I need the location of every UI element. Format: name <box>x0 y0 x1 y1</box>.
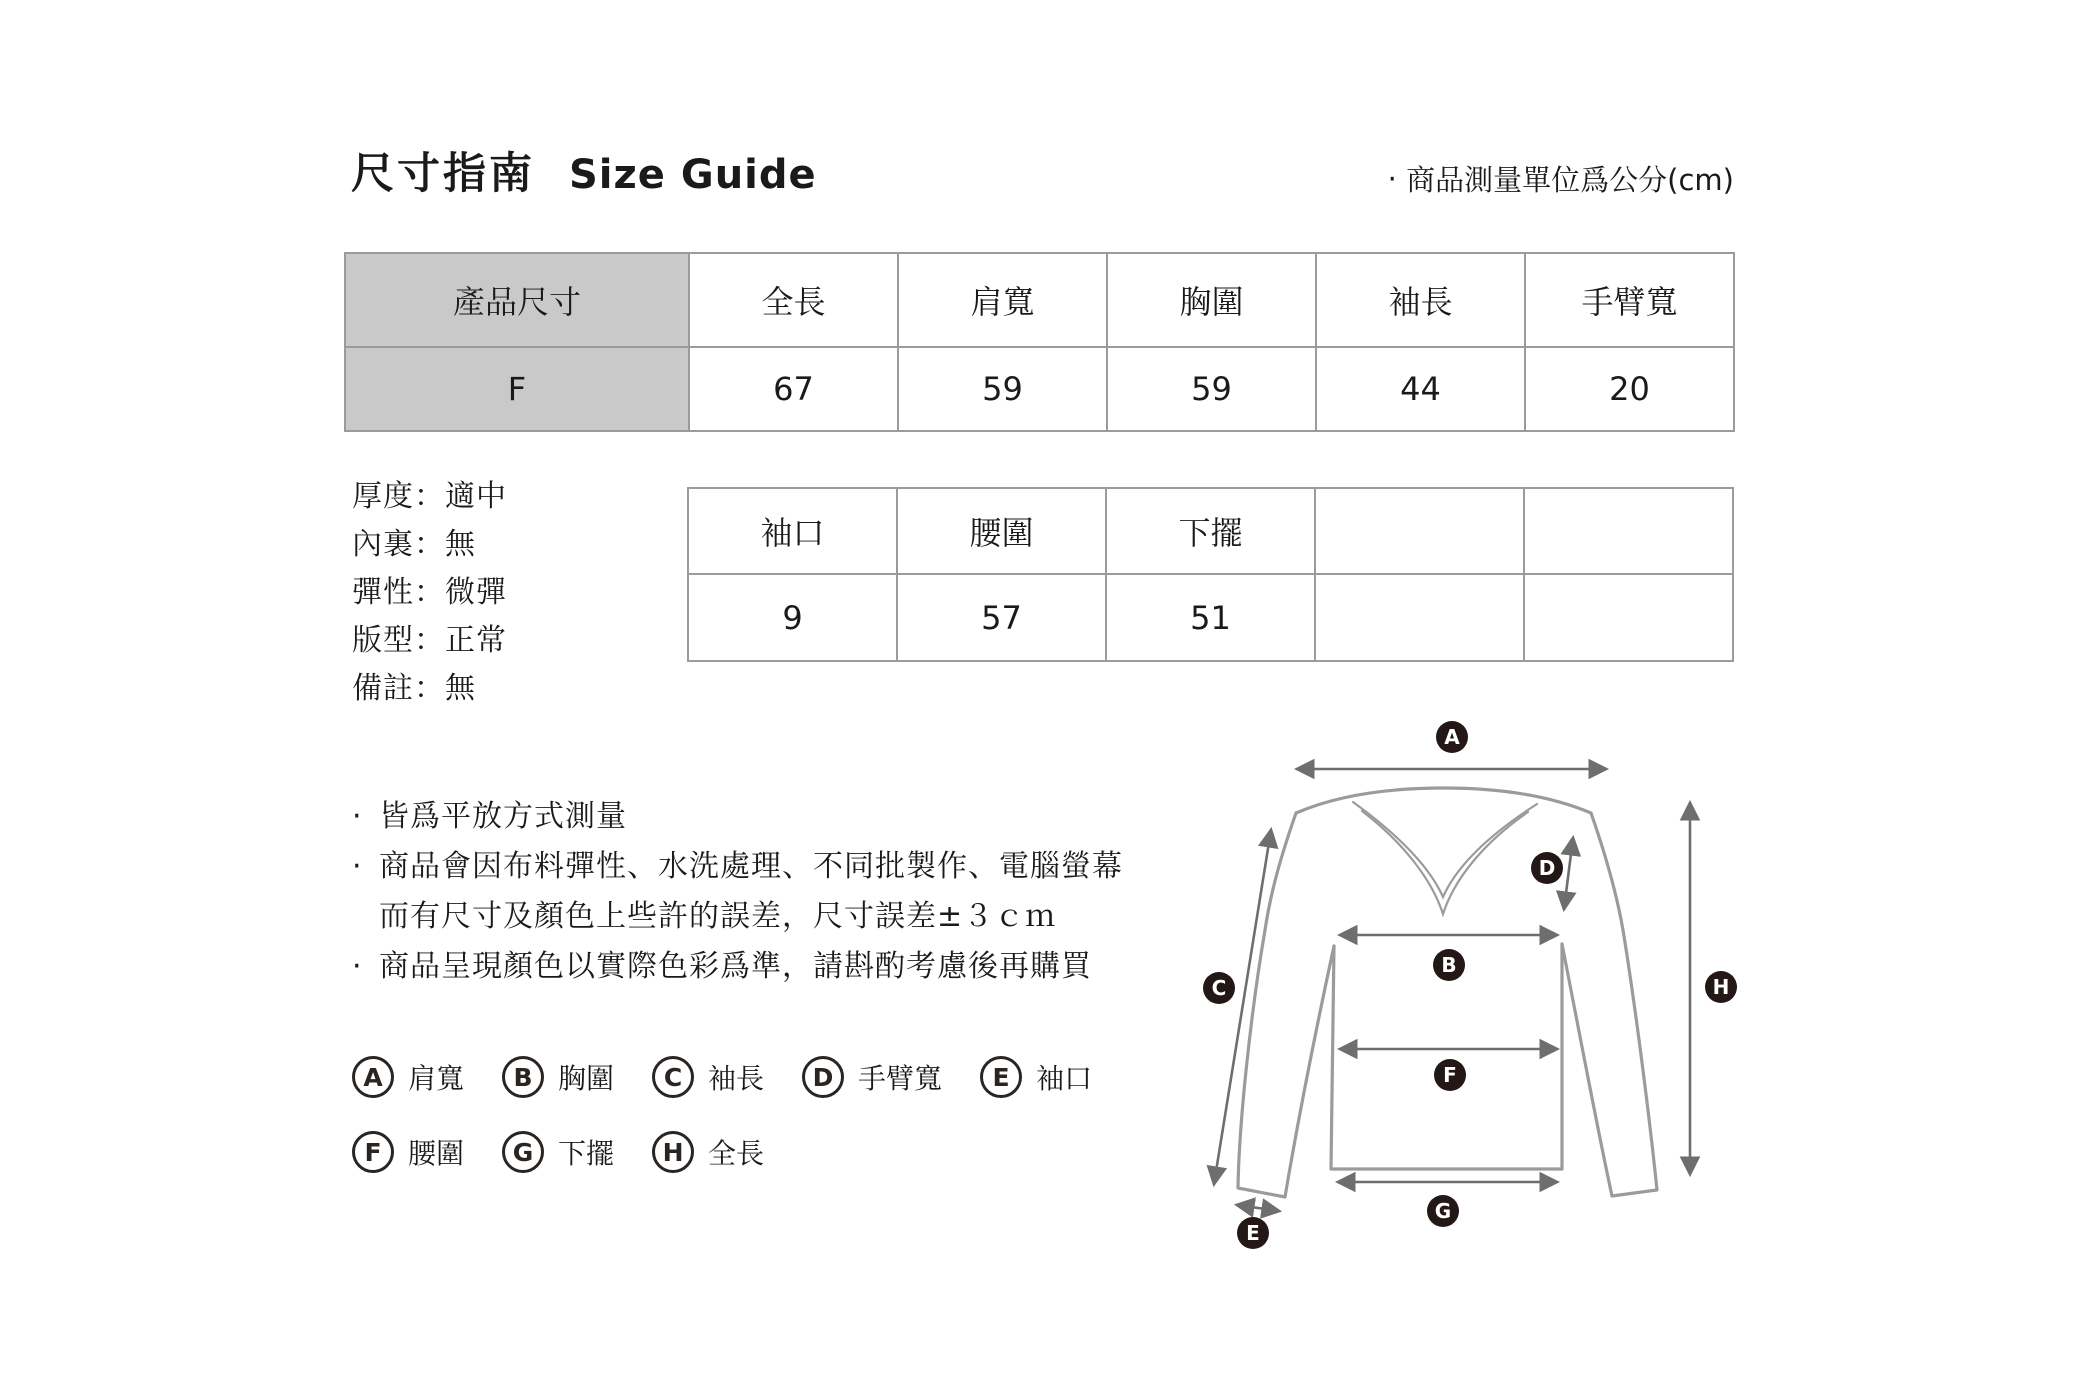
garment-shoulder-top <box>1296 788 1591 813</box>
legend-label: 手臂寬 <box>858 1062 943 1095</box>
product-info-line: 備註：無 <box>352 671 476 706</box>
product-info-line: 版型：正常 <box>352 623 507 658</box>
size-table-main <box>344 252 1735 432</box>
page-title-en: Size Guide <box>569 152 817 198</box>
page-title <box>351 140 817 201</box>
bullet-dot: · <box>352 949 363 984</box>
measure-arrow-e <box>1237 1205 1279 1211</box>
table-row <box>688 574 1733 661</box>
product-info-line: 厚度：適中 <box>352 479 507 514</box>
size-label-cell: F <box>345 347 689 431</box>
legend-label: 腰圍 <box>408 1137 465 1170</box>
garment-outline <box>1238 788 1657 1197</box>
legend-label: 胸圍 <box>558 1062 615 1095</box>
garment-left-sleeve <box>1238 813 1334 1197</box>
bullet-dot: · <box>1387 161 1397 196</box>
bullet-dot: · <box>352 849 363 884</box>
table-header-cell <box>1524 488 1733 574</box>
note-text: 商品呈現顏色以實際色彩爲準，請斟酌考慮後再購買 <box>379 949 1092 984</box>
table-cell: 9 <box>688 574 897 661</box>
table-header-cell: 全長 <box>689 253 898 347</box>
table-row <box>345 347 1734 431</box>
legend-key-circle: E <box>980 1056 1022 1098</box>
table-cell <box>1524 574 1733 661</box>
garment-collar <box>1353 802 1537 914</box>
bullet-dot <box>352 892 379 942</box>
size-table-extra <box>687 487 1734 662</box>
badge-d-letter: D <box>1538 856 1556 880</box>
table-cell: 20 <box>1525 347 1734 431</box>
table-header-cell: 袖口 <box>688 488 897 574</box>
legend-item-g <box>502 1131 614 1173</box>
table-cell: 57 <box>897 574 1106 661</box>
note-line <box>352 842 1123 892</box>
table-header-cell: 胸圍 <box>1107 253 1316 347</box>
legend-label: 袖長 <box>708 1062 765 1095</box>
table-header-cell: 下擺 <box>1106 488 1315 574</box>
measurement-notes <box>352 792 1123 992</box>
legend-key-circle: H <box>652 1131 694 1173</box>
table-cell: 51 <box>1106 574 1315 661</box>
unit-note-text: 商品測量單位爲公分(cm) <box>1406 163 1734 197</box>
note-text: 而有尺寸及顏色上些許的誤差，尺寸誤差±３ｃｍ <box>379 899 1057 934</box>
badge-h-letter: H <box>1712 975 1730 999</box>
table-header-cell <box>1315 488 1524 574</box>
legend-label: 下擺 <box>558 1137 615 1170</box>
legend-item-h <box>652 1131 764 1173</box>
legend-key-circle: C <box>652 1056 694 1098</box>
legend-item-f <box>352 1131 464 1173</box>
legend-key-circle: B <box>502 1056 544 1098</box>
legend-key-circle: A <box>352 1056 394 1098</box>
measure-arrow-d <box>1564 838 1573 909</box>
collar-outer-line <box>1362 811 1528 914</box>
product-info-list <box>352 473 507 713</box>
measure-arrow-c <box>1211 830 1271 1184</box>
legend-item-c <box>652 1056 764 1098</box>
legend-label: 肩寬 <box>408 1062 465 1095</box>
legend-key-circle: G <box>502 1131 544 1173</box>
legend-key-circle: F <box>352 1131 394 1173</box>
note-text: 商品會因布料彈性、水洗處理、不同批製作、電腦螢幕 <box>379 849 1123 884</box>
collar-inner-line <box>1353 802 1537 897</box>
badge-g-letter: G <box>1434 1199 1452 1223</box>
legend-item-d <box>802 1056 942 1098</box>
legend-key-circle: D <box>802 1056 844 1098</box>
measurement-legend-row-2 <box>352 1131 764 1173</box>
note-line <box>352 942 1123 992</box>
table-header-row <box>688 488 1733 574</box>
table-cell <box>1315 574 1524 661</box>
legend-label: 全長 <box>708 1137 765 1170</box>
legend-item-b <box>502 1056 614 1098</box>
product-info-line: 內裏：無 <box>352 527 476 562</box>
table-cell: 44 <box>1316 347 1525 431</box>
badge-b-letter: B <box>1441 953 1457 977</box>
badge-c-letter: C <box>1211 976 1227 1000</box>
product-info-line: 彈性：微彈 <box>352 575 507 610</box>
note-line <box>352 892 1123 942</box>
table-cell: 59 <box>898 347 1107 431</box>
page-title-zh: 尺寸指南 <box>351 149 535 199</box>
badge-f-letter: F <box>1443 1063 1457 1087</box>
legend-label: 袖口 <box>1036 1062 1093 1095</box>
table-header-cell: 袖長 <box>1316 253 1525 347</box>
table-header-row <box>345 253 1734 347</box>
garment-measurement-diagram <box>1180 690 1780 1290</box>
unit-note <box>1378 158 1734 199</box>
table-header-cell: 手臂寬 <box>1525 253 1734 347</box>
table-header-cell: 產品尺寸 <box>345 253 689 347</box>
legend-item-a <box>352 1056 464 1098</box>
measurement-legend-row-1 <box>352 1056 1092 1098</box>
table-header-cell: 肩寬 <box>898 253 1107 347</box>
legend-item-e <box>980 1056 1092 1098</box>
garment-right-sleeve <box>1562 813 1657 1196</box>
table-header-cell: 腰圍 <box>897 488 1106 574</box>
note-line <box>352 792 1123 842</box>
badge-e-letter: E <box>1246 1221 1260 1245</box>
bullet-dot: · <box>352 799 363 834</box>
badge-a-letter: A <box>1444 725 1460 749</box>
table-cell: 59 <box>1107 347 1316 431</box>
table-cell: 67 <box>689 347 898 431</box>
note-text: 皆爲平放方式測量 <box>379 799 627 834</box>
